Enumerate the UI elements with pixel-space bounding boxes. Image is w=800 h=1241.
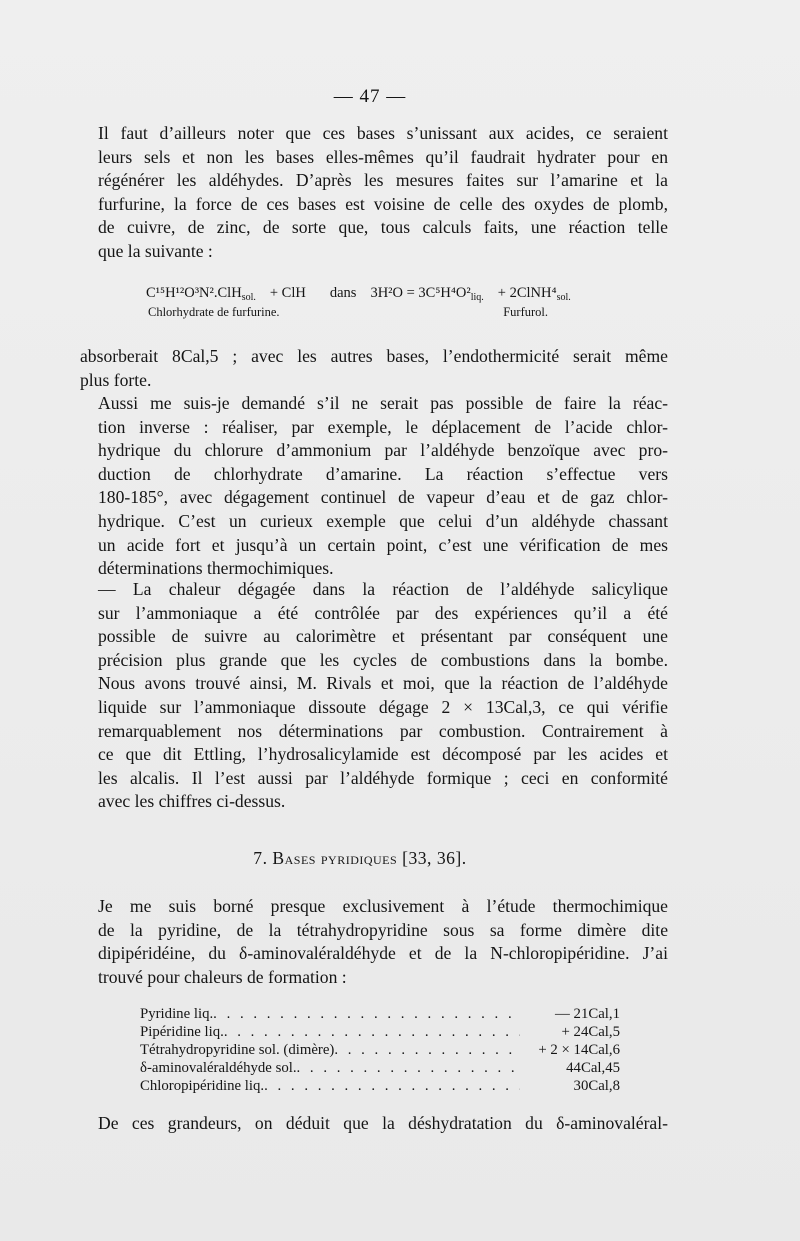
equation-lhs: C¹⁵H¹²O³N².ClH$_{sol.}$: [146, 285, 256, 303]
compound-name: Pipéridine liq.: [140, 1024, 224, 1040]
paragraph-text: [80, 895, 668, 989]
text-line: les alcalis. Il l’est aussi par l’aldéhyde formique ; ceci en conformité: [98, 767, 668, 788]
paragraph-text: [80, 122, 668, 264]
text-line: Nous avons trouvé ainsi, M. Rivals et moi, que la réaction de l’aldéhyde: [98, 673, 668, 694]
equation-label-right: Furfurol.: [503, 305, 548, 319]
page-number: — 47 —: [333, 86, 407, 107]
text-line: De ces grandeurs, on déduit que la déshydratation du δ-aminovaléral-: [98, 1113, 668, 1133]
equation-label-left: Chlorhydrate de furfurine.: [148, 305, 280, 319]
text-line: remarquablement nos déterminations par combustion. Contrairement à: [98, 720, 668, 741]
text-line: — La chaleur dégagée dans la réaction de l’aldéhyde salicylique: [98, 579, 668, 599]
text-line: de cuivre, de zinc, de sorte que, tous calculs faits, une réaction telle: [98, 217, 668, 238]
text-line: hydrique. C’est un curieux exemple que celui d’un aldéhyde chassant: [98, 510, 668, 531]
paragraph-4: [80, 578, 668, 814]
text-line: avec les chiffres ci-dessus.: [98, 791, 286, 812]
paragraph-1: [80, 122, 668, 264]
leader-dots: [213, 1005, 520, 1023]
equation-labels: [146, 305, 568, 320]
formation-heat-table: [140, 1005, 620, 1095]
paragraph-text: [80, 392, 668, 581]
text-line: liquide sur l’ammoniaque dissoute dégage 2 × 13Cal,3, ce qui vérifie: [98, 696, 668, 717]
compound-name: δ-aminovaléraldéhyde sol.: [140, 1060, 297, 1076]
text-line: régénérer les aldéhydes. D’après les mesures faites sur l’amarine et la: [98, 170, 668, 191]
paragraph-text: [80, 345, 668, 392]
paragraph-3: [80, 392, 668, 581]
text-line: duction de chlorhydrate d’amarine. La réaction s’effectue vers: [98, 463, 668, 484]
table-row: [140, 1077, 620, 1095]
chemical-equation: [146, 285, 616, 320]
text-line: déterminations thermochimiques.: [98, 558, 334, 579]
text-line: plus forte.: [80, 369, 152, 390]
paragraph-text: [80, 1112, 668, 1136]
text-line: précision plus grande que les cycles de combustions dans la bombe.: [98, 649, 668, 670]
heat-value: 44Cal,45: [566, 1060, 620, 1076]
text-line: possible de suivre au calorimètre et présentant par conséquent une: [98, 626, 668, 647]
text-line: trouvé pour chaleurs de formation :: [98, 966, 347, 987]
equation-plus: + ClH: [269, 285, 306, 301]
equation-rhs2: + $2ClNH^4_{sol.}$: [497, 285, 571, 303]
text-line: Il faut d’ailleurs noter que ces bases s’unissant aux acides, ce seraient: [98, 123, 668, 143]
heat-value: + 2 × 14Cal,6: [538, 1042, 620, 1058]
table-row: [140, 1059, 620, 1077]
text-line: un acide fort et jusqu’à un certain point, c’est une vérification de mes: [98, 534, 668, 555]
text-line: hydrique du chlorure d’ammonium par l’aldéhyde benzoïque avec pro-: [98, 440, 668, 461]
leader-dots: [224, 1023, 520, 1041]
paragraph-6: [80, 1112, 668, 1136]
text-line: Je me suis borné presque exclusivement à l’étude thermochimique: [98, 896, 668, 916]
text-line: absorberait 8Cal,5 ; avec les autres bases, l’endothermicité serait même: [80, 346, 668, 366]
paragraph-text: [80, 578, 668, 814]
text-line: furfurine, la force de ces bases est voisine de celle des oxydes de plomb,: [98, 193, 668, 214]
paragraph-2: [80, 345, 668, 392]
leader-dots: [264, 1077, 520, 1095]
text-line: dipipéridéine, du δ-aminovaléraldéhyde et de la N-chloropipéridine. J’ai: [98, 943, 668, 964]
text-line: que la suivante :: [98, 240, 213, 261]
text-line: tion inverse : réaliser, par exemple, le déplacement de l’acide chlor-: [98, 416, 668, 437]
text-line: Aussi me suis-je demandé s’il ne serait pas possible de faire la réac-: [98, 393, 668, 413]
heat-value: + 24Cal,5: [561, 1024, 620, 1040]
compound-name: Tétrahydropyridine sol. (dimère): [140, 1042, 335, 1058]
text-line: sur l’ammoniaque a été contrôlée par des expériences qu’il a été: [98, 602, 668, 623]
text-line: de la pyridine, de la tétrahydropyridine sous sa forme dimère dite: [98, 919, 668, 940]
equation-dans: dans: [329, 285, 357, 301]
table-row: [140, 1005, 620, 1023]
table-row: [140, 1023, 620, 1041]
compound-name: Chloropipéridine liq.: [140, 1078, 265, 1094]
text-line: 180-185°, avec dégagement continuel de vapeur d’eau et de gaz chlor-: [98, 487, 668, 508]
heat-value: 30Cal,8: [573, 1078, 620, 1094]
section-heading: 7. Bases pyridiques [33, 36].: [253, 848, 467, 868]
heat-value: — 21Cal,1: [555, 1006, 620, 1022]
table-row: [140, 1041, 620, 1059]
leader-dots: [334, 1041, 520, 1059]
text-line: ce que dit Ettling, l’hydrosalicylamide est décomposé par les acides et: [98, 744, 668, 765]
equation-rhs: $3H^2O = 3C^5H^4O^2_{liq.}$: [370, 285, 484, 303]
paragraph-5: [80, 895, 668, 989]
leader-dots: [297, 1059, 520, 1077]
equation-row: [146, 285, 616, 303]
text-line: leurs sels et non les bases elles-mêmes qu’il faudrait hydrater pour en: [98, 146, 668, 167]
compound-name: Pyridine liq.: [140, 1006, 214, 1022]
